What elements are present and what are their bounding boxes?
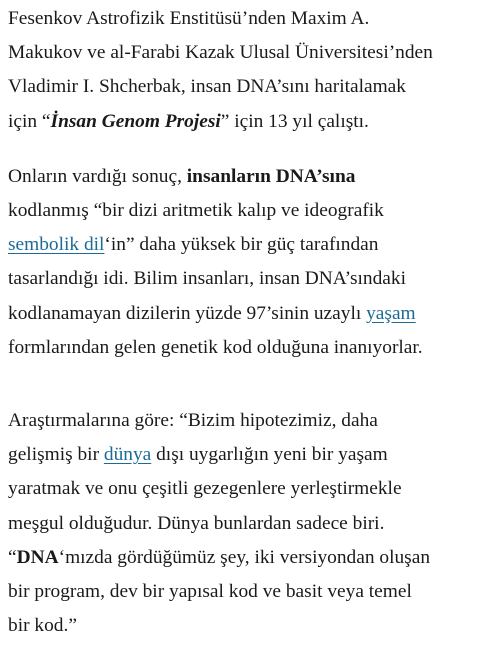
text-segment: kodlanamayan dizilerin yüzde 97’sinin uzaylı <box>8 302 367 324</box>
text-line <box>8 228 488 262</box>
text-line: Fesenkov Astrofizik Enstitüsü’nden Maxim A. <box>8 8 370 29</box>
dna-emphasis: DNA <box>16 546 59 568</box>
text-segment: için “ <box>8 110 51 132</box>
text-segment: “ <box>8 546 17 568</box>
text-line <box>8 297 488 331</box>
text-line <box>8 541 488 575</box>
text-segment: ‘mızda gördüğümüz şey, iki versiyondan oluşan <box>58 546 431 568</box>
project-name-emphasis: İnsan Genom Projesi <box>50 110 221 132</box>
text-segment: ‘in” daha yüksek bir güç tarafından <box>104 234 379 256</box>
text-segment: gelişmiş bir <box>8 444 104 466</box>
text-segment: Onların vardığı sonuç, <box>8 165 187 187</box>
link-sembolik-dil[interactable]: sembolik dil <box>8 234 105 256</box>
text-line: Vladimir I. Shcherbak, insan DNA’sını haritalamak <box>8 76 406 98</box>
paragraph-3 <box>8 404 488 643</box>
text-line: formlarından gelen genetik kod olduğuna inanıyorlar. <box>8 336 423 358</box>
text-segment: ” için 13 yıl çalıştı. <box>220 110 369 132</box>
paragraph-1 <box>8 0 488 139</box>
link-dunya[interactable]: dünya <box>103 444 152 466</box>
text-line <box>8 438 488 472</box>
text-line: tasarlandığı idi. Bilim insanları, insan DNA’sındaki <box>8 268 406 290</box>
text-line: kodlanmış “bir dizi aritmetik kalıp ve ideografik <box>8 200 384 222</box>
text-line: bir kod.” <box>8 615 77 637</box>
paragraph-2 <box>8 160 488 365</box>
dna-emphasis: insanların DNA’sına <box>186 165 356 187</box>
link-yasam[interactable]: yaşam <box>366 302 416 324</box>
text-segment: dışı uygarlığın yeni bir yaşam <box>151 444 388 466</box>
text-line: yaratmak ve onu çeşitli gezegenlere yerleştirmekle <box>8 478 402 500</box>
text-line: meşgul olduğudur. Dünya bunlardan sadece biri. <box>8 512 385 534</box>
text-line <box>8 160 488 194</box>
text-line: Makukov ve al-Farabi Kazak Ulusal Üniversitesi’nden <box>8 42 433 64</box>
text-line: bir program, dev bir yapısal kod ve basit veya temel <box>8 581 412 603</box>
text-line <box>8 105 488 139</box>
text-line: Araştırmalarına göre: “Bizim hipotezimiz, daha <box>8 410 378 432</box>
